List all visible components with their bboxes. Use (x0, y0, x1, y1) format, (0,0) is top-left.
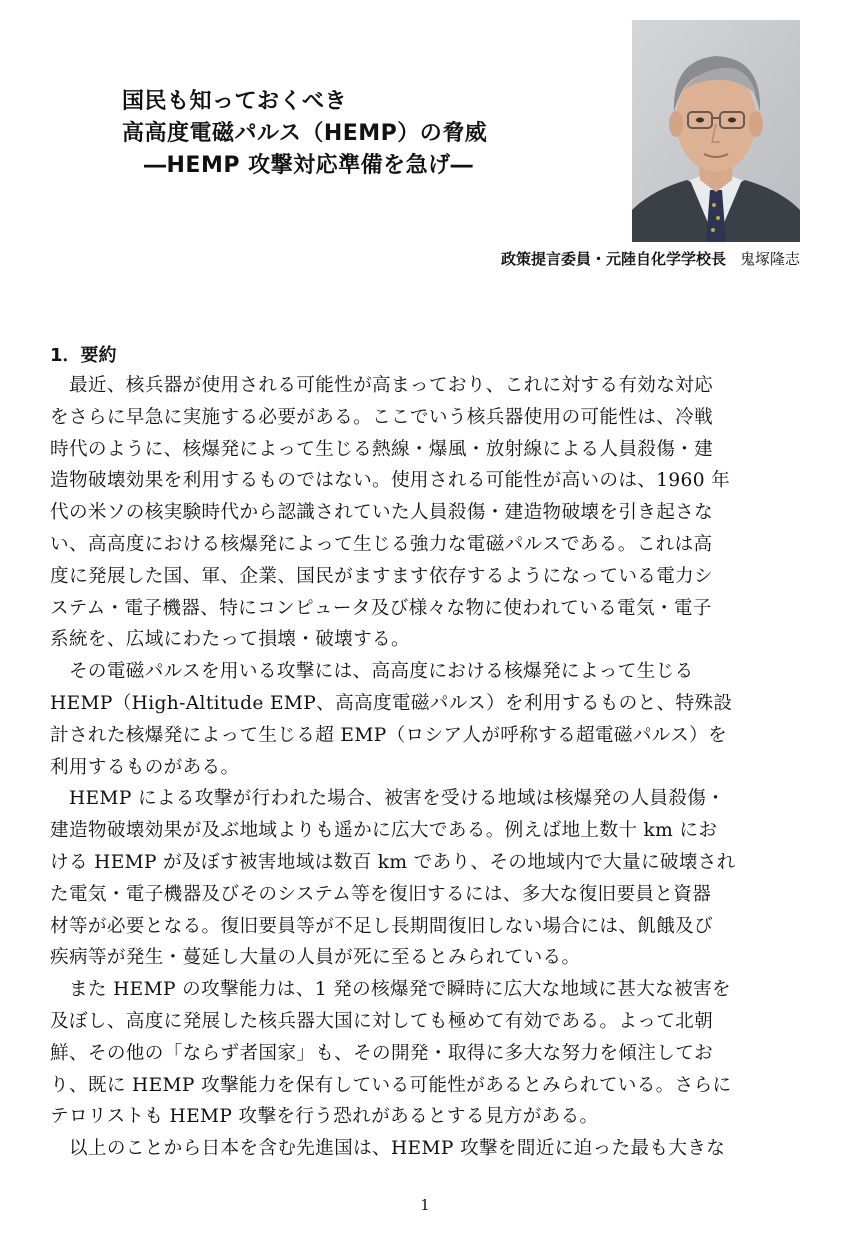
body-line: 計された核爆発によって生じる超 EMP（ロシア人が呼称する超電磁パルス）を (50, 724, 728, 746)
body-line: 鮮、その他の「ならず者国家」も、その開発・取得に多大な努力を傾注してお (50, 1042, 714, 1064)
body-line: 及ぼし、高度に発展した核兵器大国に対しても極めて有効である。よって北朝 (50, 1010, 714, 1032)
body-line: 利用するものがある。 (50, 756, 240, 778)
body-line: 系統を、広域にわたって損壊・破壊する。 (50, 629, 410, 651)
page-number: 1 (420, 1196, 430, 1214)
body-line: その電磁パルスを用いる攻撃には、高高度における核爆発によって生じる (50, 661, 694, 683)
body-line: 度に発展した国、軍、企業、国民がますます依存するようになっている電力シ (50, 565, 714, 587)
body-line: 代の米ソの核実験時代から認識されていた人員殺傷・建造物破壊を引き起さな (50, 502, 714, 524)
title-line-2: 高高度電磁パルス（HEMP）の脅威 (122, 121, 488, 146)
section-heading: 1．要約 (50, 345, 117, 366)
body-line: ける HEMP が及ぼす被害地域は数百 km であり、その地域内で大量に破壊され (50, 851, 736, 873)
body-line: い、高高度における核爆発によって生じる強力な電磁パルスである。これは高 (50, 533, 713, 555)
body-line: テロリストも HEMP 攻撃を行う恐れがあるとする見方がある。 (50, 1106, 599, 1128)
title-line-1: 国民も知っておくべき (122, 89, 348, 114)
body-line: 以上のことから日本を含む先進国は、HEMP 攻撃を間近に迫った最も大きな (50, 1138, 726, 1160)
body-line: り、既に HEMP 攻撃能力を保有している可能性があるとみられている。さらに (50, 1074, 732, 1096)
body-line: 時代のように、核爆発によって生じる熱線・爆風・放射線による人員殺傷・建 (50, 438, 714, 460)
title-subtitle: ―HEMP 攻撃対応準備を急げ― (144, 153, 474, 178)
body-line: 建造物破壊効果が及ぶ地域よりも遥かに広大である。例えば地上数十 km にお (50, 820, 718, 842)
author-byline (501, 248, 800, 269)
author-name: 鬼塚隆志 (739, 250, 800, 268)
author-affiliation: 政策提言委員・元陸自化学学校長 (500, 250, 726, 268)
body-line: 造物破壊効果を利用するものではない。使用される可能性が高いのは、1960 年 (50, 470, 731, 492)
body-line: HEMP（High-Altitude EMP、高高度電磁パルス）を利用するものと、特殊設 (50, 692, 733, 714)
body-line: 疾病等が発生・蔓延し大量の人員が死に至るとみられている。 (50, 947, 581, 969)
body-line: また HEMP の攻撃能力は、1 発の核爆発で瞬時に広大な地域に甚大な被害を (50, 979, 731, 1001)
body-line: ステム・電子機器、特にコンピュータ及び様々な物に使われている電気・電子 (50, 597, 712, 619)
body-line: た電気・電子機器及びそのシステム等を復旧するには、多大な復旧要員と資器 (50, 883, 712, 905)
body-line: HEMP による攻撃が行われた場合、被害を受ける地域は核爆発の人員殺傷・ (50, 788, 726, 810)
body-line: をさらに早急に実施する必要がある。ここでいう核兵器使用の可能性は、冷戦 (50, 406, 714, 428)
article-title (122, 86, 602, 182)
section-body (50, 370, 802, 1165)
body-line: 材等が必要となる。復旧要員等が不足し長期間復旧しない場合には、飢餓及び (50, 915, 714, 937)
author-photo (632, 20, 800, 242)
body-line: 最近、核兵器が使用される可能性が高まっており、これに対する有効な対応 (50, 375, 714, 396)
